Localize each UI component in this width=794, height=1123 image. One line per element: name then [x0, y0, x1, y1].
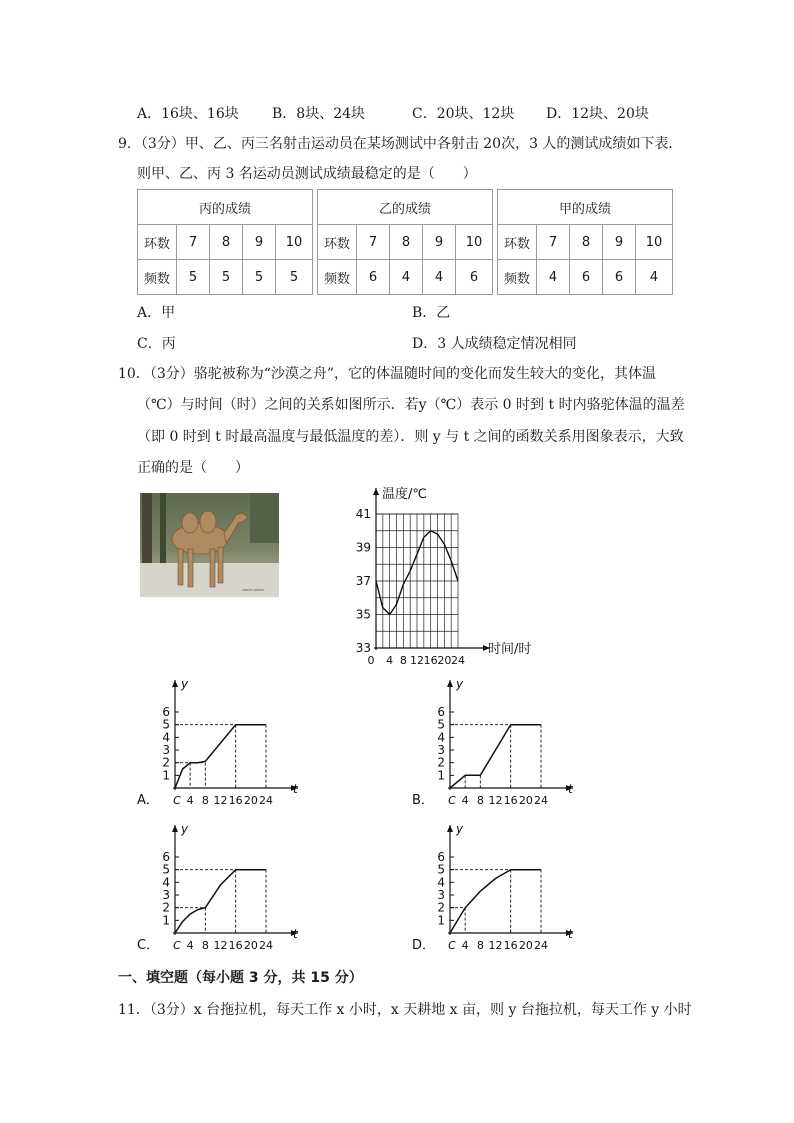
y-axis-label: y [456, 822, 464, 836]
q8-option-d: D．12块、20块 [546, 106, 649, 122]
y-axis-head [447, 825, 453, 832]
table-title-jia: 甲的成绩 [498, 190, 673, 225]
table-cell: 4 [423, 260, 456, 295]
x-tick-label: 12 [488, 794, 503, 807]
section-title: 一、填空题（每小题 3 分，共 15 分） [118, 970, 363, 986]
table-cell: 7 [177, 225, 210, 260]
table-cell: 8 [570, 225, 603, 260]
y-tick-label: 6 [437, 850, 445, 864]
y-tick-label: 6 [437, 705, 445, 719]
y-tick-label: 4 [437, 730, 445, 745]
y-tick-label: 4 [162, 730, 170, 745]
x-tick-label: 8 [399, 654, 407, 665]
table-cell: 6 [603, 260, 636, 295]
y-tick-label: 33 [355, 641, 371, 655]
x-axis-label: 时间/时 [488, 642, 532, 657]
y-tick-label: 41 [355, 507, 371, 521]
choice-a-chart [135, 675, 305, 807]
camel-photo [140, 493, 279, 597]
t-axis-label: t [568, 782, 573, 796]
freq-label: 频数 [318, 260, 357, 295]
table-cell: 10 [276, 225, 313, 260]
x-tick-label: 16 [228, 794, 243, 807]
table-cell: 6 [570, 260, 603, 295]
x-tick-label: 20 [437, 654, 452, 665]
q10-line-3: （即 0 时到 t 时最高温度与最低温度的差）．则 y 与 t 之间的函数关系用图象表示，大致 [137, 429, 684, 445]
table-title-bing: 丙的成绩 [138, 190, 313, 225]
q10-line-4: 正确的是（ ） [137, 460, 249, 476]
x-tick-label: 24 [534, 939, 548, 952]
q10-line-1: 10．（3分）骆驼被称为“沙漠之舟”，它的体温随时间的变化而发生较大的变化，其体温 [118, 366, 657, 382]
table-cell: 10 [636, 225, 673, 260]
choice-curve [450, 870, 541, 933]
x-tick-label: 20 [243, 939, 258, 952]
x-tick-label: 12 [213, 794, 228, 807]
table-cell: 4 [390, 260, 423, 295]
table-cell: 4 [636, 260, 673, 295]
ring-label: 环数 [138, 225, 177, 260]
y-axis-label: 温度/℃ [382, 487, 427, 502]
x-tick-label: 16 [228, 939, 243, 952]
table-cell: 9 [243, 225, 276, 260]
table-row [138, 260, 673, 295]
choice-d-chart [410, 820, 580, 952]
y-axis-head [172, 825, 178, 832]
y-tick-label: 2 [162, 755, 170, 770]
y-tick-label: 5 [162, 862, 170, 877]
x-tick-label: 20 [243, 794, 258, 807]
choice-label: B． [412, 793, 434, 807]
x-tick-label: 4 [461, 939, 469, 952]
table-cell: 9 [603, 225, 636, 260]
y-tick-label: 3 [437, 888, 445, 902]
x-tick-label: 24 [451, 654, 465, 665]
x-tick-label: 24 [259, 794, 273, 807]
y-tick-label: 3 [162, 743, 170, 757]
table-cell: 7 [357, 225, 390, 260]
choice-curve [450, 725, 541, 788]
y-tick-label: 1 [162, 913, 170, 928]
q9-option-a: A．甲 [137, 305, 176, 321]
table-cell: 5 [276, 260, 313, 295]
x-tick-label: 8 [476, 794, 484, 807]
y-axis-head [447, 680, 453, 687]
y-axis-label: y [456, 677, 464, 691]
choice-b-chart [410, 675, 580, 807]
y-tick-label: 3 [162, 888, 170, 902]
table-row [138, 225, 673, 260]
freq-label: 频数 [138, 260, 177, 295]
x-tick-label: 12 [213, 939, 228, 952]
choice-curve [175, 725, 266, 788]
x-tick-label: 4 [461, 794, 469, 807]
y-axis-head [172, 680, 178, 687]
q8-option-c: C．20块、12块 [412, 106, 515, 122]
x-tick-label: C [173, 939, 181, 952]
x-tick-label: C [448, 794, 456, 807]
table-cell: 8 [390, 225, 423, 260]
x-tick-label: 16 [503, 794, 518, 807]
y-tick-label: 2 [162, 900, 170, 915]
x-tick-label: 4 [386, 654, 394, 665]
y-axis-label: y [181, 677, 189, 691]
choice-curve [175, 870, 266, 933]
freq-label: 频数 [498, 260, 537, 295]
x-tick-label: 0 [367, 654, 375, 665]
q9-line-2: 则甲、乙、丙 3 名运动员测试成绩最稳定的是（ ） [137, 166, 477, 182]
x-tick-label: 24 [534, 794, 548, 807]
y-tick-label: 1 [437, 768, 445, 783]
q8-option-b: B．8块、24块 [272, 106, 366, 122]
y-tick-label: 6 [162, 705, 170, 719]
y-tick-label: 4 [437, 875, 445, 890]
x-tick-label: 16 [423, 654, 438, 665]
scores-table [137, 189, 673, 295]
table-header-row [138, 190, 673, 225]
y-axis-label: y [181, 822, 189, 836]
q9-option-b: B．乙 [412, 305, 451, 321]
y-tick-label: 1 [437, 913, 445, 928]
photo-caption: camel photo [242, 588, 264, 592]
q11-line-1: 11．（3分）x 台拖拉机，每天工作 x 小时，x 天耕地 x 亩，则 y 台拖拉机，每天工作 y 小时 [118, 1002, 692, 1018]
x-tick-label: 16 [503, 939, 518, 952]
choice-label: A． [137, 793, 159, 807]
x-tick-label: 12 [488, 939, 503, 952]
x-tick-label: 20 [518, 939, 533, 952]
table-cell: 8 [210, 225, 243, 260]
y-tick-label: 4 [162, 875, 170, 890]
t-axis-label: t [293, 782, 298, 796]
temperature-chart [350, 480, 550, 665]
table-cell: 5 [177, 260, 210, 295]
table-cell: 10 [456, 225, 493, 260]
y-tick-label: 37 [355, 574, 371, 588]
y-tick-label: 2 [437, 900, 445, 915]
y-tick-label: 1 [162, 768, 170, 783]
x-tick-label: 8 [201, 794, 209, 807]
x-tick-label: 12 [410, 654, 424, 665]
x-tick-label: 8 [201, 939, 209, 952]
table-cell: 5 [210, 260, 243, 295]
table-cell: 4 [537, 260, 570, 295]
table-cell: 6 [357, 260, 390, 295]
ring-label: 环数 [318, 225, 357, 260]
y-tick-label: 39 [355, 540, 371, 555]
table-cell: 5 [243, 260, 276, 295]
y-tick-label: 6 [162, 850, 170, 864]
ring-label: 环数 [498, 225, 537, 260]
x-tick-label: 20 [518, 794, 533, 807]
x-tick-label: 24 [259, 939, 273, 952]
x-tick-label: 4 [186, 939, 194, 952]
table-cell: 6 [456, 260, 493, 295]
y-tick-label: 35 [355, 607, 371, 622]
x-tick-label: C [173, 794, 181, 807]
x-tick-label: C [448, 939, 456, 952]
t-axis-label: t [293, 927, 298, 941]
table-cell: 7 [537, 225, 570, 260]
y-tick-label: 2 [437, 755, 445, 770]
y-tick-label: 5 [437, 717, 445, 732]
q9-option-d: D．3 人成绩稳定情况相同 [412, 336, 577, 352]
x-tick-label: 8 [476, 939, 484, 952]
y-tick-label: 5 [437, 862, 445, 877]
choice-label: D． [412, 938, 436, 952]
q8-option-a: A．16块、16块 [137, 106, 239, 122]
choice-label: C． [137, 938, 160, 952]
y-axis-head [373, 488, 379, 495]
y-tick-label: 5 [162, 717, 170, 732]
q9-option-c: C．丙 [137, 336, 176, 352]
table-cell: 9 [423, 225, 456, 260]
q9-line-1: 9．（3分）甲、乙、丙三名射击运动员在某场测试中各射击 20次，3 人的测试成绩如下表． [118, 136, 683, 152]
y-tick-label: 3 [437, 743, 445, 757]
t-axis-label: t [568, 927, 573, 941]
table-title-yi: 乙的成绩 [318, 190, 493, 225]
x-tick-label: 4 [186, 794, 194, 807]
q10-line-2: （℃）与时间（时）之间的关系如图所示．若y（℃）表示 0 时到 t 时内骆驼体温的温差 [137, 397, 685, 413]
choice-c-chart [135, 820, 305, 952]
